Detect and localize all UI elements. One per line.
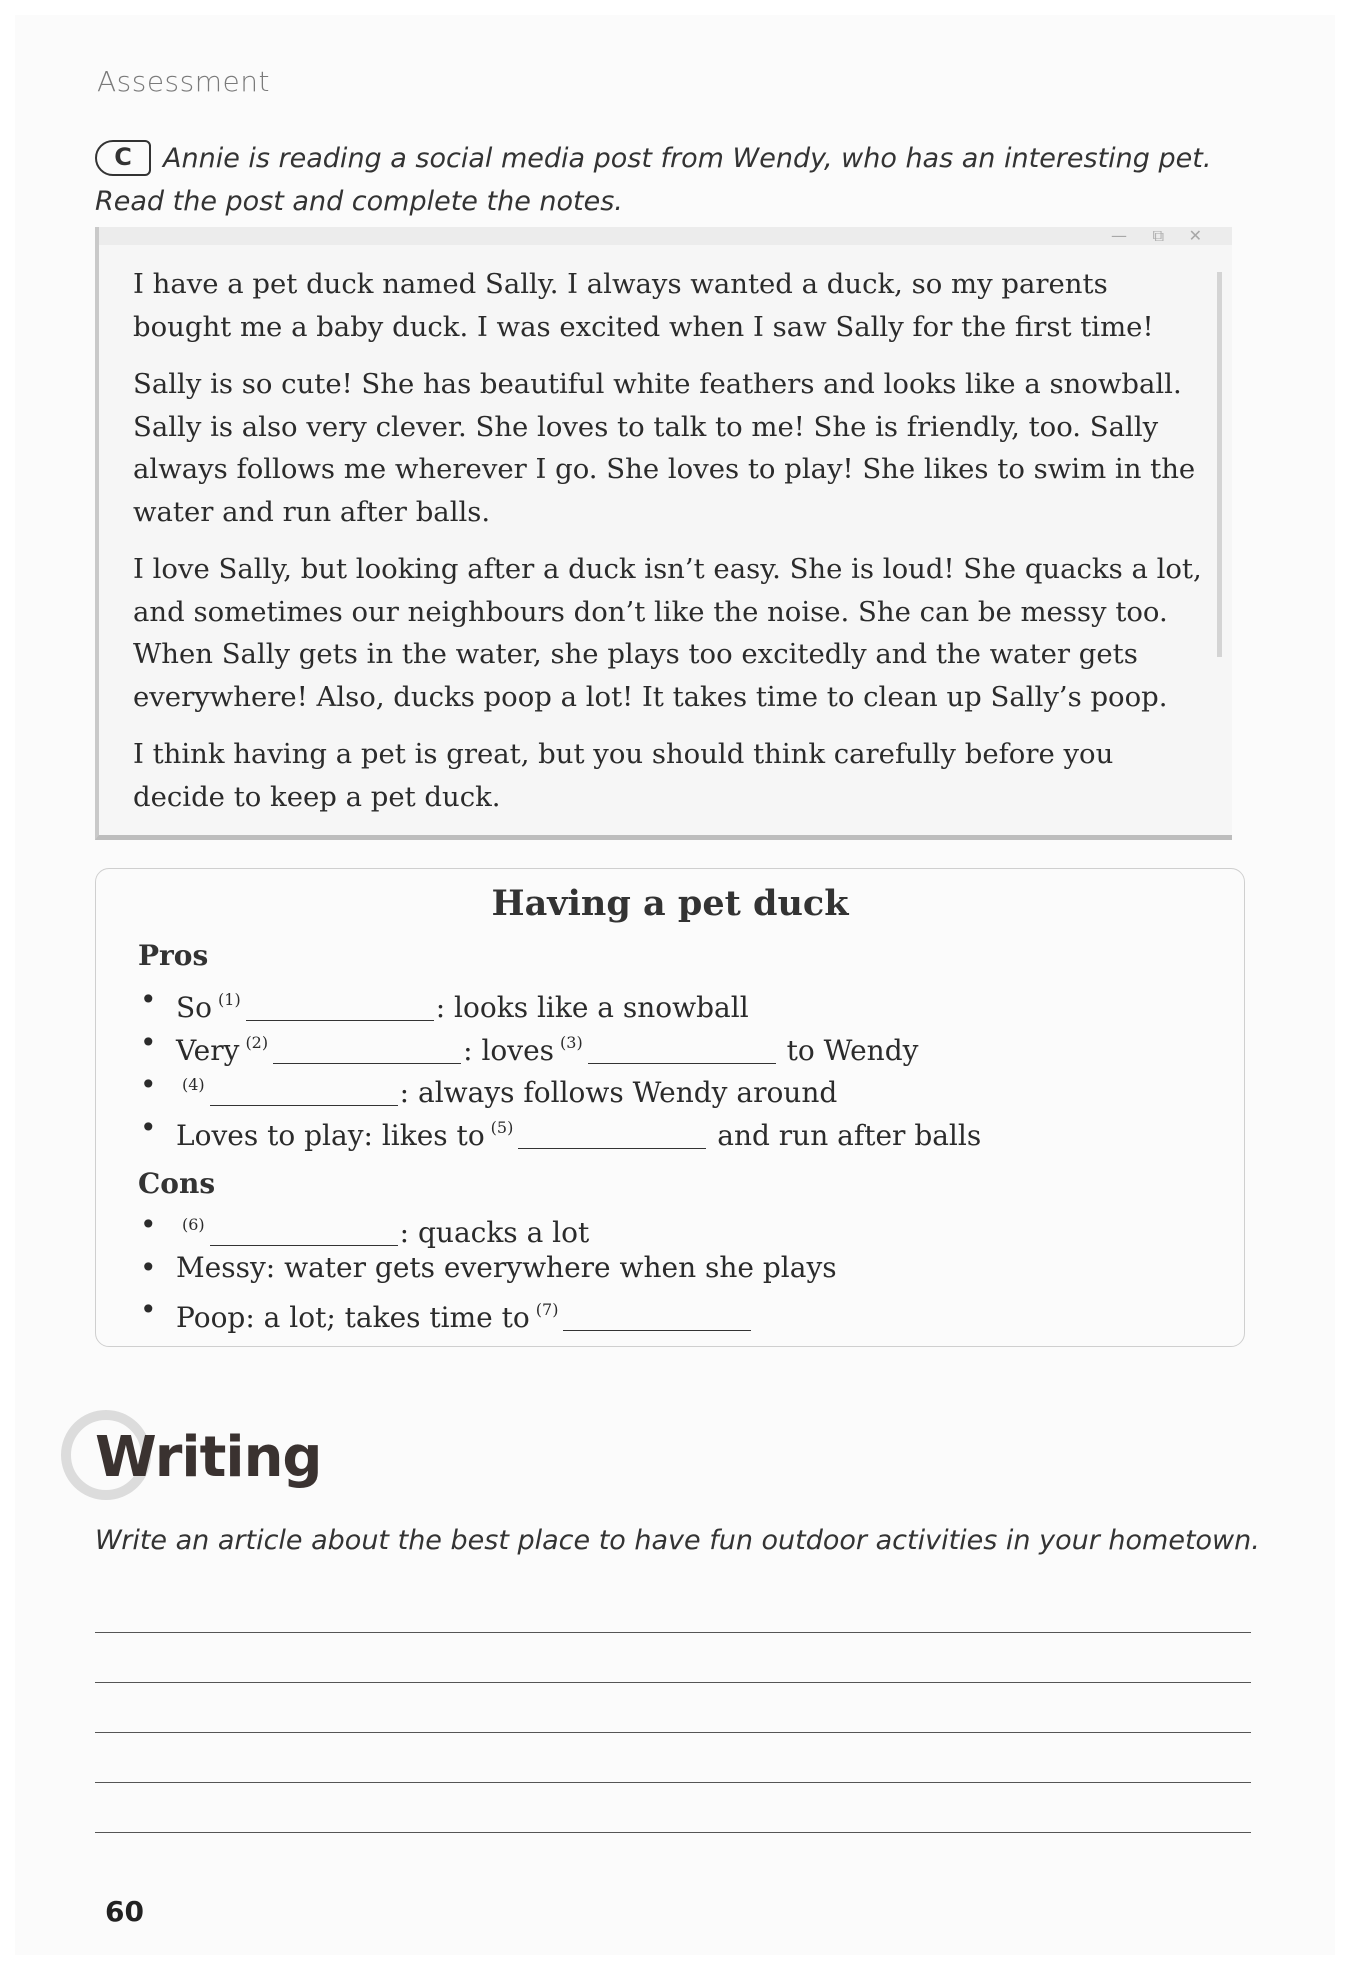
social-media-post	[95, 227, 1232, 840]
answer-blank-4[interactable]	[210, 1077, 398, 1106]
gap-number: (4)	[182, 1075, 205, 1094]
item-text: : quacks a lot	[399, 1216, 590, 1249]
notes-box	[95, 868, 1245, 1347]
post-scrollbar[interactable]	[1217, 272, 1222, 657]
worksheet-page	[15, 15, 1335, 1955]
cons-item	[138, 1289, 837, 1332]
answer-blank-2[interactable]	[273, 1035, 461, 1064]
answer-blank-1[interactable]	[246, 992, 434, 1021]
item-text: : loves	[463, 1033, 555, 1067]
item-text: So	[176, 991, 213, 1024]
post-paragraph: I have a pet duck named Sally. I always wanted a duck, so my parents bought me a baby duck. I was excited when I saw Sally for the first time!	[133, 268, 1154, 343]
post-paragraph: I think having a pet is great, but you should think carefully before you decide to keep a pet duck.	[133, 738, 1114, 813]
answer-blank-5[interactable]	[518, 1120, 706, 1149]
task-letter-badge: C	[95, 140, 151, 176]
page-number: 60	[105, 1895, 144, 1928]
answer-blank-3[interactable]	[588, 1035, 776, 1064]
close-icon[interactable]: ✕	[1188, 226, 1202, 245]
writing-prompt: Write an article about the best place to have fun outdoor activities in your hometown.	[95, 1525, 1260, 1556]
item-text: : always follows Wendy around	[399, 1076, 838, 1109]
cons-item	[138, 1204, 837, 1247]
item-text: Messy: water gets everywhere when she plays	[176, 1250, 837, 1284]
item-text: Poop: a lot; takes time to	[176, 1301, 530, 1334]
answer-blank-6[interactable]	[210, 1217, 398, 1246]
gap-number: (7)	[535, 1300, 559, 1319]
writing-answer-line[interactable]	[95, 1682, 1251, 1683]
post-window-titlebar	[99, 227, 1232, 245]
gap-number: (2)	[245, 1032, 269, 1052]
minimize-icon[interactable]: —	[1111, 226, 1127, 245]
cons-list	[138, 1204, 837, 1332]
item-text: to Wendy	[786, 1033, 919, 1067]
post-body	[133, 263, 1203, 833]
restore-icon[interactable]: ⧉	[1152, 226, 1164, 245]
notes-title: Having a pet duck	[491, 883, 849, 924]
pros-heading: Pros	[138, 939, 209, 972]
item-text: : looks like a snowball	[435, 991, 749, 1024]
writing-answer-line[interactable]	[95, 1832, 1251, 1833]
pros-item	[138, 1107, 981, 1150]
writing-answer-line[interactable]	[95, 1632, 1251, 1633]
gap-number: (3)	[560, 1032, 583, 1052]
post-paragraph: Sally is so cute! She has beautiful white feathers and looks like a snowball. Sally is also very clever. She loves to talk to me! She is friendly, too. Sally always follows me wherever I go. She loves to play! She likes to swim in the water and run after balls.	[133, 368, 1196, 528]
writing-section-title: Writing	[95, 1425, 322, 1490]
item-text: and run after balls	[717, 1118, 982, 1152]
cons-heading: Cons	[138, 1167, 216, 1200]
writing-answer-line[interactable]	[95, 1782, 1251, 1783]
instruction-line-1: Annie is reading a social media post from Wendy, who has an interesting pet.	[163, 143, 1212, 174]
writing-answer-line[interactable]	[95, 1732, 1251, 1733]
item-text: Very	[176, 1033, 240, 1067]
item-text: Loves to play: likes to	[176, 1118, 485, 1152]
gap-number: (5)	[490, 1117, 514, 1137]
task-instruction	[95, 137, 1265, 223]
cons-item	[138, 1247, 837, 1290]
answer-blank-7[interactable]	[563, 1302, 751, 1331]
pros-item	[138, 979, 981, 1022]
running-head: Assessment	[97, 65, 270, 98]
pros-item	[138, 1022, 981, 1065]
instruction-line-2: Read the post and complete the notes.	[95, 186, 623, 217]
gap-number: (1)	[218, 990, 241, 1009]
pros-list	[138, 979, 982, 1152]
pros-item	[138, 1064, 981, 1107]
gap-number: (6)	[182, 1215, 205, 1234]
post-paragraph: I love Sally, but looking after a duck isn’t easy. She is loud! She quacks a lot, and sometimes our neighbours don’t like the noise. She can be messy too. When Sally gets in the water, she plays too excitedly and the water gets everywhere! Also, ducks poop a lot! It takes time to clean up Sally’s poop.	[133, 553, 1202, 713]
